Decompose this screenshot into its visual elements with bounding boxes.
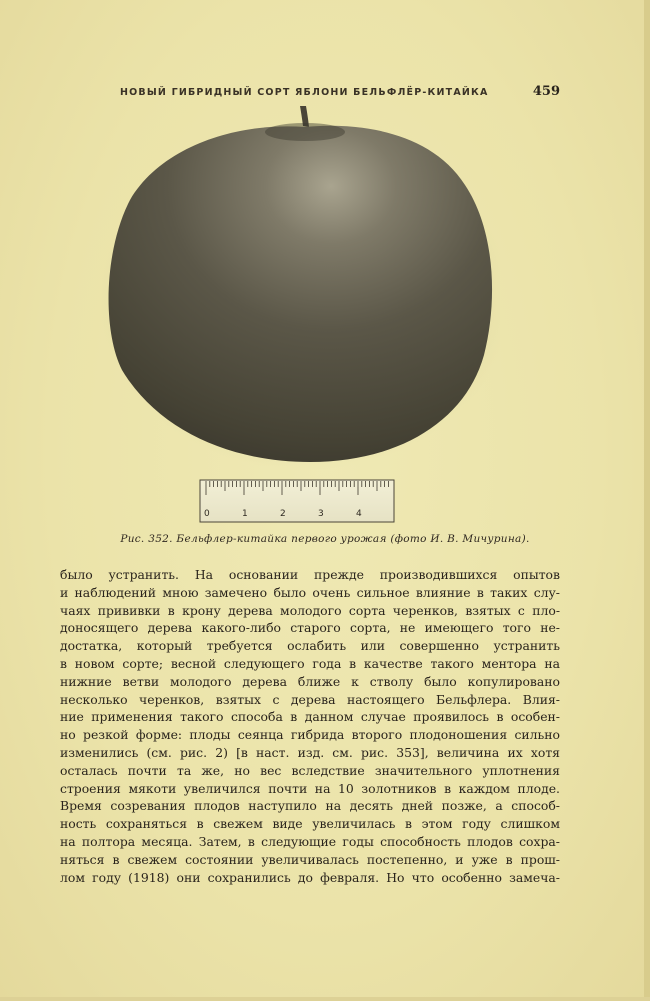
text-line: изменились (см. рис. 2) [в наст. изд. см. рис. 353], величина их хотя: [60, 744, 560, 760]
ruler-label: 2: [280, 509, 286, 519]
apple-figure: [100, 100, 500, 530]
scale-ruler: [200, 480, 394, 522]
text-line: чаях прививки в крону дерева молодого сорта черенков, взятых с пло-: [60, 602, 560, 618]
body-text: [60, 566, 560, 886]
ruler-label: 1: [242, 509, 248, 519]
text-line: ность сохраняться в свежем виде увеличилась в этом году слишком: [60, 816, 560, 832]
figure-caption: Рис. 352. Бельфлер-китайка первого урожая (фото И. В. Мичурина).: [120, 533, 530, 545]
text-line: Время созревания плодов наступило на десять дней позже, а способ-: [60, 798, 560, 814]
text-line: осталась почти та же, но вес вследствие значительного уплотнения: [60, 762, 560, 778]
page-edge-right: [644, 0, 650, 1001]
text-line: несколько черенков, взятых с дерева настоящего Бельфлера. Влия-: [60, 691, 560, 707]
text-line: но резкой форме: плоды сеянца гибрида второго плодоношения сильно: [60, 727, 560, 743]
page-header: [120, 85, 560, 101]
text-line: нижние ветви молодого дерева ближе к стволу было копулировано: [60, 673, 560, 689]
text-line: на полтора месяца. Затем, в следующие годы способность плодов сохра-: [60, 833, 560, 849]
text-line: ние применения такого способа в данном случае проявилось в особен-: [60, 709, 560, 725]
text-line: и наблюдений мною замечено было очень сильное влияние в таких слу-: [60, 584, 560, 600]
running-head: НОВЫЙ ГИБРИДНЫЙ СОРТ ЯБЛОНИ БЕЛЬФЛЁР-КИТАЙКА: [120, 87, 489, 98]
apple-body: [109, 126, 493, 462]
text-line: няться в свежем состоянии увеличивалась постепенно, и уже в прош-: [60, 851, 560, 867]
page-number: 459: [532, 84, 560, 99]
stem-cavity: [265, 123, 345, 141]
page-edge-bottom: [0, 997, 650, 1001]
text-line: доносящего дерева какого-либо старого сорта, не имеющего того не-: [60, 620, 560, 636]
text-line: достатка, который требуется ослабить или совершенно устранить: [60, 638, 560, 654]
ruler-label: 3: [318, 509, 324, 519]
text-line: в новом сорте; весной следующего года в качестве такого ментора на: [60, 655, 560, 671]
text-line: лом году (1918) они сохранились до февраля. Но что особенно замеча-: [60, 869, 560, 885]
apple-photo: [100, 100, 500, 530]
text-line: было устранить. На основании прежде производившихся опытов: [60, 567, 560, 582]
text-line: строения мякоти увеличился почти на 10 золотников в каждом плоде.: [60, 780, 560, 796]
ruler-label: 4: [356, 509, 362, 519]
ruler-label: 0: [204, 509, 210, 519]
